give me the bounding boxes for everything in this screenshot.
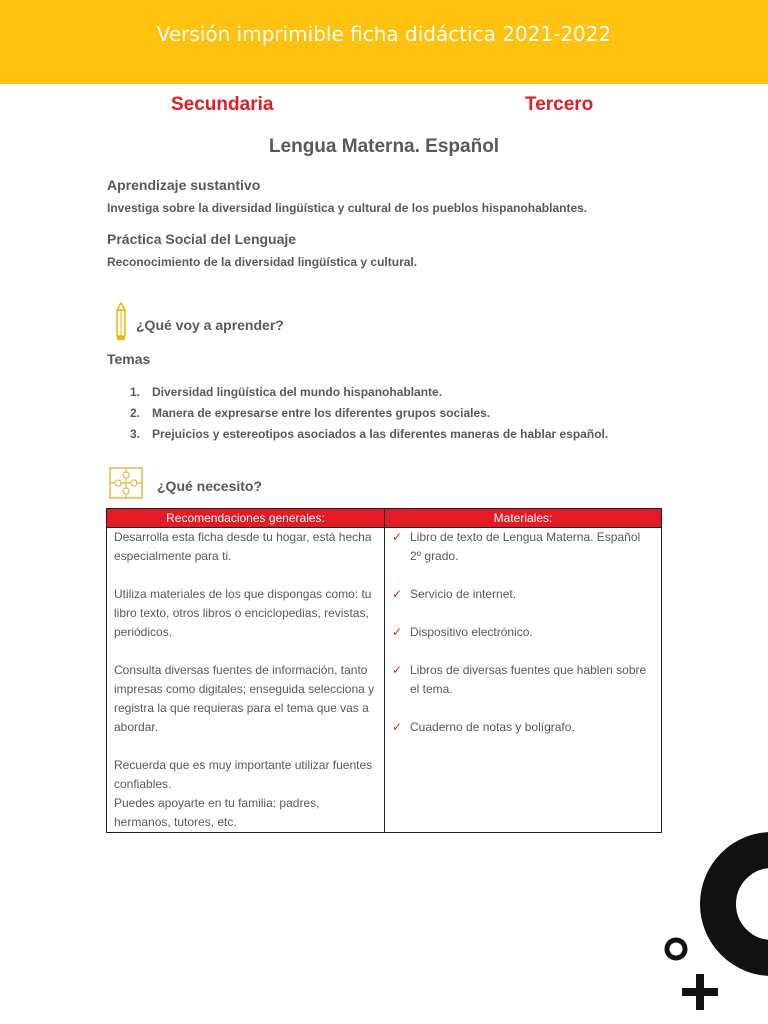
recommendation-item: Consulta diversas fuentes de información, tanto impresas como digitales; enseguida selecciona y registra la que requieras para el tema que vas a abordar. <box>114 663 375 734</box>
list-item <box>130 382 730 403</box>
recommendation-item: Desarrolla esta ficha desde tu hogar, está hecha especialmente para ti. <box>114 530 372 563</box>
practica-label: Práctica Social del Lenguaje <box>107 231 297 247</box>
subject-title: Lengua Materna. Español <box>268 136 500 157</box>
list-item <box>130 424 730 445</box>
material-item <box>392 623 654 642</box>
materials-cell <box>385 528 662 833</box>
material-item <box>392 585 654 604</box>
aprendizaje-text: Investiga sobre la diversidad lingüística y cultural de los pueblos hispanohablantes. <box>107 201 588 215</box>
checkmark-icon: ✓ <box>392 625 403 639</box>
topic-number: 2. <box>130 406 141 420</box>
pencil-icon <box>112 302 130 342</box>
aprendizaje-label: Aprendizaje sustantivo <box>107 177 261 193</box>
practica-text: Reconocimiento de la diversidad lingüística y cultural. <box>107 255 418 269</box>
learn-title: ¿Qué voy a aprender? <box>136 317 284 333</box>
header-title: Versión imprimible ficha didáctica 2021-2022 <box>156 22 612 46</box>
checkmark-icon: ✓ <box>392 720 403 734</box>
checkmark-icon: ✓ <box>392 530 403 544</box>
recommendations-cell <box>107 528 385 833</box>
ring-shape <box>718 850 768 958</box>
header-banner <box>0 0 768 84</box>
recommendations-header: Recomendaciones generales: <box>107 509 385 528</box>
material-text: Dispositivo electrónico. <box>410 625 533 639</box>
plus-shape-v <box>696 974 704 1010</box>
list-item <box>130 403 730 424</box>
recommendations-table <box>106 508 662 833</box>
material-text: Libro de texto de Lengua Materna. Español 2º grado. <box>410 530 641 563</box>
topic-text: Manera de expresarse entre los diferentes grupos sociales. <box>152 406 491 420</box>
topic-text: Diversidad lingüística del mundo hispanohablante. <box>152 385 443 399</box>
material-text: Libros de diversas fuentes que hablen sobre el tema. <box>410 663 647 696</box>
material-text: Servicio de internet. <box>410 587 517 601</box>
topic-text: Prejuicios y estereotipos asociados a las diferentes maneras de hablar español. <box>152 427 609 441</box>
topic-number: 1. <box>130 385 141 399</box>
material-item <box>392 661 654 699</box>
puzzle-icon <box>109 467 143 499</box>
recommendation-item: Recuerda que es muy importante utilizar fuentes confiables. <box>114 758 373 791</box>
need-title: ¿Qué necesito? <box>157 478 263 494</box>
grade-level: Tercero <box>525 94 594 115</box>
topics-label: Temas <box>107 351 151 367</box>
recommendation-item: Utiliza materiales de los que dispongas como: tu libro texto, otros libros o enciclopedias, revistas, periódicos. <box>114 587 372 639</box>
topic-number: 3. <box>130 427 141 441</box>
topics-list <box>130 382 730 445</box>
checkmark-icon: ✓ <box>392 587 403 601</box>
checkmark-icon: ✓ <box>392 663 403 677</box>
material-item <box>392 528 654 566</box>
small-circle-shape <box>667 940 685 958</box>
material-text: Cuaderno de notas y bolígrafo. <box>410 720 575 734</box>
materials-header: Materiales: <box>385 509 662 528</box>
recommendation-item: Puedes apoyarte en tu familia: padres, hermanos, tutores, etc. <box>114 796 320 829</box>
material-item <box>392 718 654 737</box>
school-level: Secundaria <box>171 94 274 115</box>
decorative-shapes <box>640 820 768 1024</box>
